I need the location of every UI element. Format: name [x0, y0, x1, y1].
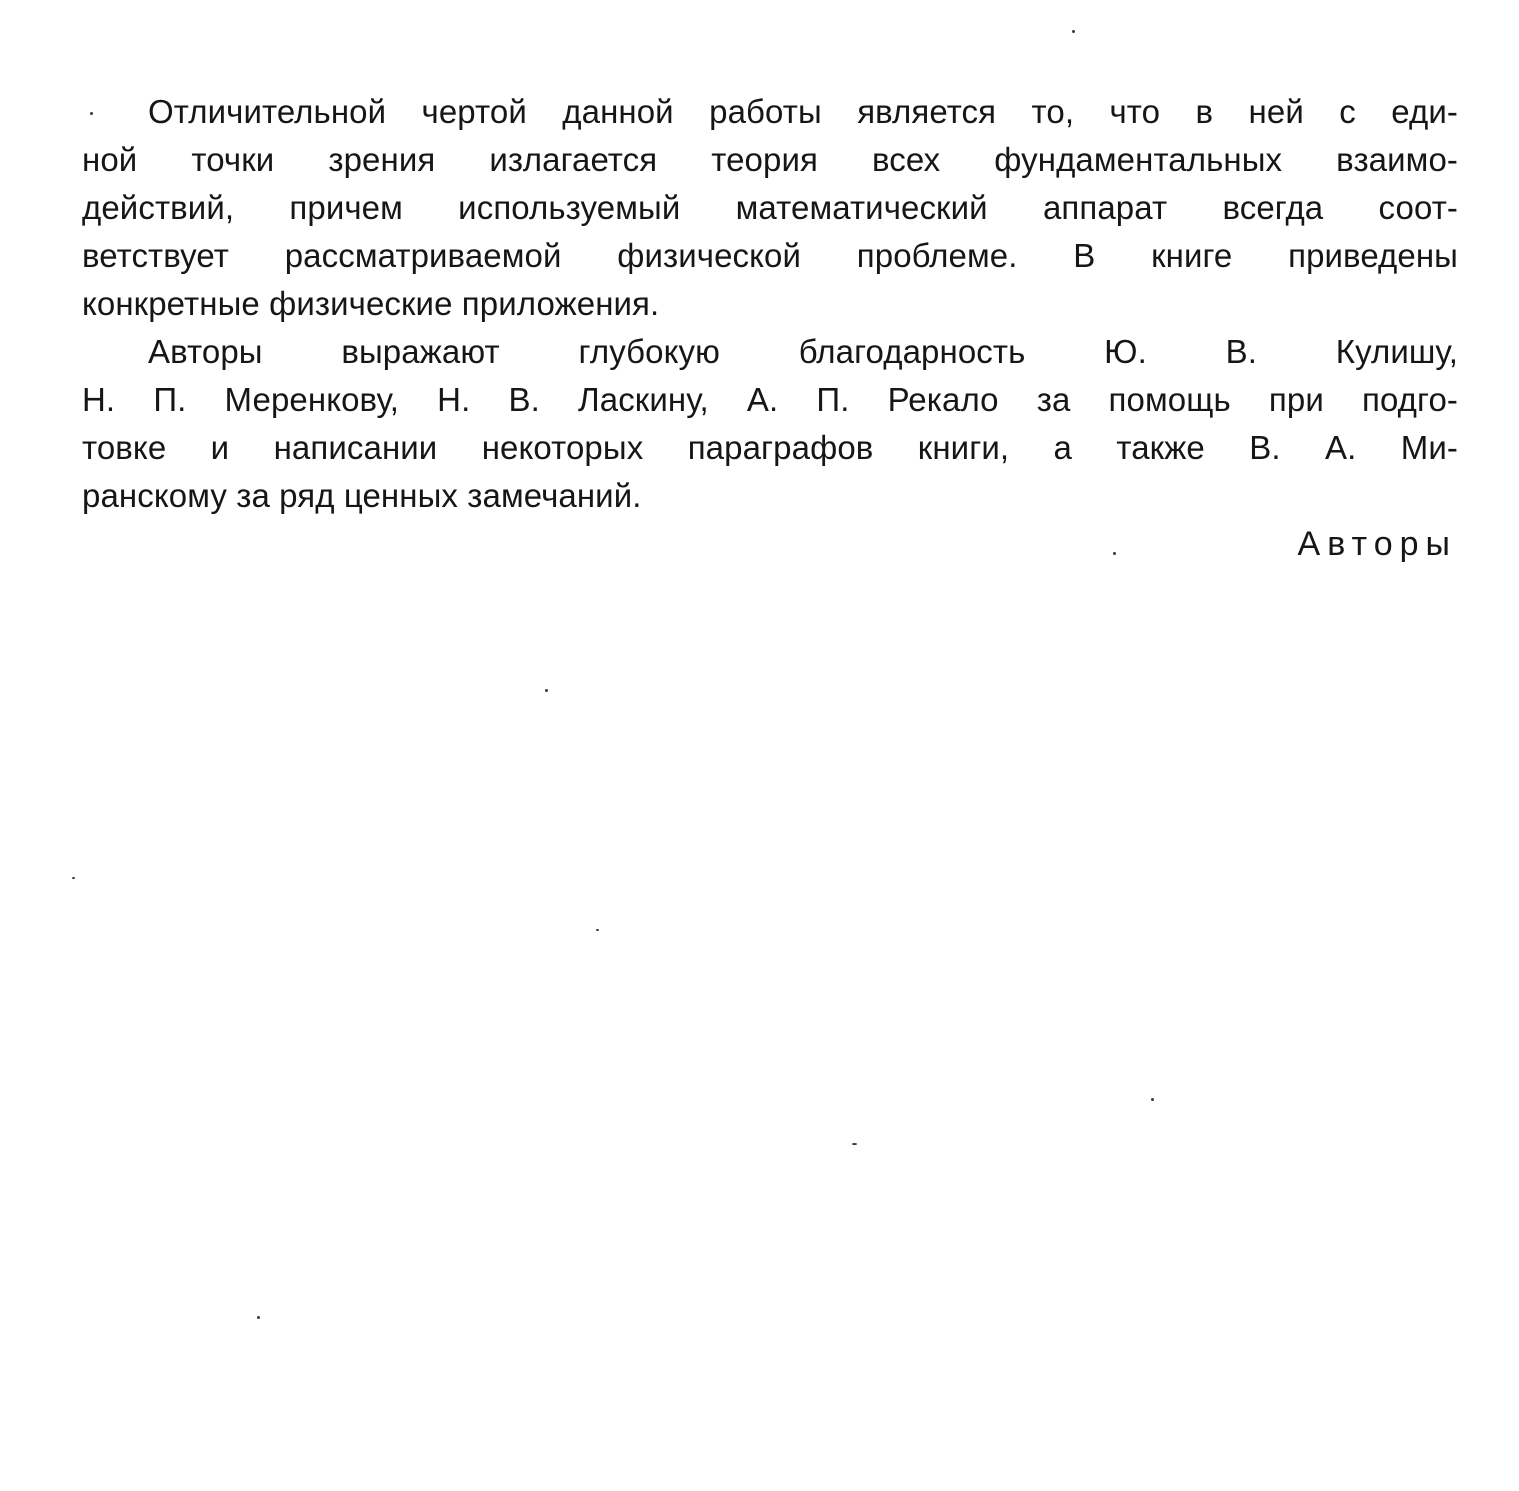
text-line: ранскому за ряд ценных замечаний.	[82, 477, 642, 514]
text-line: Отличительной чертой данной работы является то, что в ней с еди-	[148, 93, 1458, 130]
text-line: действий, причем используемый математический аппарат всегда соот-	[82, 189, 1458, 226]
text-line: Авторы выражают глубокую благодарность Ю. В. Кулишу,	[148, 333, 1458, 370]
text-line: товке и написании некоторых параграфов книги, а также В. А. Ми-	[82, 429, 1458, 466]
scan-speck	[90, 112, 93, 115]
text-line: Н. П. Меренкову, Н. В. Ласкину, А. П. Рекало за помощь при подго-	[82, 381, 1458, 418]
text-line: ной точки зрения излагается теория всех фундаментальных взаимо-	[82, 141, 1458, 178]
scan-speck	[72, 877, 75, 879]
scan-speck	[545, 689, 548, 692]
body-text	[82, 88, 1458, 520]
scan-speck	[1113, 552, 1116, 555]
text-line: ветствует рассматриваемой физической проблеме. В книге приведены	[82, 237, 1458, 274]
scan-speck	[257, 1316, 260, 1319]
paragraph-intro	[82, 88, 1458, 328]
scan-speck	[1072, 30, 1075, 33]
paragraph-acknowledgements	[82, 328, 1458, 520]
text-line: конкретные физические приложения.	[82, 285, 660, 322]
scan-speck	[596, 929, 599, 931]
signature: Авторы	[1297, 525, 1457, 563]
scan-speck	[1151, 1098, 1154, 1101]
scan-speck	[852, 1143, 857, 1145]
